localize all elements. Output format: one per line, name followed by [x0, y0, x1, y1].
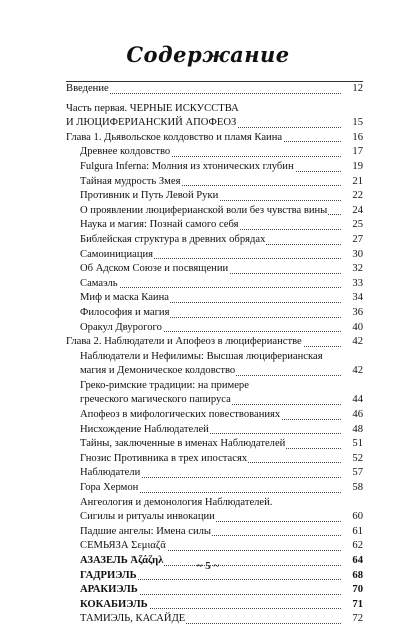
toc-entry-page: 42 — [352, 336, 363, 348]
table-of-contents — [66, 82, 363, 627]
toc-entry — [66, 350, 363, 365]
toc-entry — [66, 437, 363, 452]
toc-entry-title: Часть первая. ЧЕРНЫЕ ИСКУССТВА — [66, 102, 239, 114]
toc-entry-title: Введение — [66, 83, 109, 94]
toc-entry-title: Гора Хермон — [80, 482, 139, 494]
toc-entry — [66, 291, 363, 306]
toc-entry-title: АЗАЗЕЛЬ Ἀζάζηλ — [80, 555, 164, 566]
toc-entry-page: 42 — [352, 365, 363, 377]
toc-entry-page: 19 — [352, 160, 363, 172]
toc-entry-page: 32 — [352, 263, 363, 275]
toc-entry-title: Наблюдатели — [80, 467, 141, 479]
toc-entry — [66, 379, 363, 394]
toc-entry — [66, 277, 363, 292]
toc-entry — [66, 145, 363, 160]
toc-entry-title: Философия и магия — [80, 306, 170, 318]
toc-entry — [66, 364, 363, 379]
toc-entry-title: Ангеология и демонология Наблюдателей. — [80, 496, 273, 508]
toc-entry — [66, 510, 363, 525]
toc-entry-page: 68 — [352, 569, 363, 581]
toc-entry — [66, 583, 363, 598]
toc-entry-title: Глава 2. Наблюдатели и Апофеоз в люциферианстве — [66, 336, 302, 348]
toc-entry-title: Глава 1. Дьявольское колдовство и пламя Каина — [66, 131, 283, 143]
toc-entry — [66, 204, 363, 219]
toc-entry-title: Библейская структура в древних обрядах — [80, 233, 266, 245]
toc-entry-title: Миф и маска Каина — [80, 292, 169, 304]
toc-entry — [66, 612, 363, 627]
toc-entry-page: 25 — [352, 219, 363, 231]
toc-entry-title: Сигилы и ритуалы инвокации — [80, 511, 215, 523]
toc-entry-page: 58 — [352, 482, 363, 494]
toc-entry-page: 64 — [352, 555, 363, 566]
toc-entry-title: Самоинициация — [80, 248, 154, 260]
toc-entry — [66, 131, 363, 146]
toc-entry-page: 60 — [352, 511, 363, 523]
toc-entry — [66, 466, 363, 481]
toc-entry-title: Греко-римские традиции: на примере — [80, 379, 249, 391]
toc-entry-title: Об Адском Союзе и посвящении — [80, 263, 229, 275]
toc-entry-page: 51 — [352, 438, 363, 450]
toc-entry — [66, 423, 363, 438]
toc-entry-title: Самаэль — [80, 277, 118, 289]
contents-title: Содержание — [126, 42, 290, 67]
toc-entry — [66, 539, 363, 554]
toc-entry — [66, 496, 363, 511]
toc-entry-title: Апофеоз в мифологических повествованиях — [80, 409, 281, 421]
toc-entry-page: 15 — [352, 117, 363, 129]
toc-entry — [66, 82, 363, 97]
toc-entry-page: 16 — [352, 131, 363, 143]
toc-entry-title: Падшие ангелы: Имена силы — [80, 525, 212, 537]
toc-entry-page: 61 — [352, 525, 363, 537]
toc-entry-page: 21 — [352, 175, 363, 187]
toc-entry-page: 57 — [352, 467, 363, 479]
toc-entry-title: Противник и Путь Левой Руки — [80, 190, 219, 202]
toc-entry-page: 52 — [352, 452, 363, 464]
toc-entry — [66, 525, 363, 540]
toc-entry-page: 30 — [352, 248, 363, 260]
toc-entry-title: ГАДРИЭЛЬ — [80, 569, 137, 581]
toc-entry — [66, 306, 363, 321]
page-number: ~ 5 ~ — [196, 560, 220, 572]
toc-entry-title: АРАКИЭЛЬ — [80, 584, 138, 596]
toc-entry — [66, 408, 363, 423]
toc-entry-page: 22 — [352, 190, 363, 202]
toc-entry-page: 27 — [352, 233, 363, 245]
toc-entry-title: греческого магического папируса — [80, 394, 231, 406]
toc-entry-title: ТАМИЭЛЬ, КАСАЙДЕ — [80, 613, 186, 625]
toc-entry-title: КОКАБИЭЛЬ — [80, 598, 148, 610]
toc-entry-page: 44 — [352, 394, 363, 406]
toc-entry-title: Древнее колдовство — [80, 146, 171, 158]
toc-entry-title: Нисхождение Наблюдателей — [80, 423, 209, 435]
toc-entry-page: 62 — [352, 540, 363, 552]
toc-entry-page: 24 — [352, 204, 363, 216]
toc-entry-page: 34 — [352, 292, 363, 304]
toc-entry — [66, 452, 363, 467]
toc-entry-title: Тайны, заключенные в именах Наблюдателей — [80, 438, 286, 450]
toc-entry — [66, 598, 363, 613]
toc-entry — [66, 189, 363, 204]
toc-entry-page: 33 — [352, 277, 363, 289]
toc-entry-title: О проявлении люциферианской воли без чувства вины — [80, 204, 328, 216]
toc-entry — [66, 233, 363, 248]
toc-entry-title: Наблюдатели и Нефилимы: Высшая люциферианская — [80, 350, 323, 362]
toc-entry-title: Оракул Двурогого — [80, 321, 162, 333]
toc-entry — [66, 102, 363, 117]
toc-entry-page: 48 — [352, 423, 363, 435]
toc-entry — [66, 248, 363, 263]
toc-entry — [66, 481, 363, 496]
toc-entry-title: Наука и магия: Познай самого себя — [80, 219, 239, 231]
toc-entry — [66, 175, 363, 190]
toc-entry — [66, 335, 363, 350]
toc-entry — [66, 116, 363, 131]
toc-entry-title: Тайная мудрость Змея — [80, 175, 181, 187]
toc-entry-title: И ЛЮЦИФЕРИАНСКИЙ АПОФЕОЗ — [66, 117, 237, 129]
toc-entry-page: 70 — [352, 584, 363, 596]
toc-entry — [66, 218, 363, 233]
toc-entry — [66, 393, 363, 408]
toc-entry-page: 46 — [352, 409, 363, 421]
toc-entry-page: 12 — [352, 83, 363, 94]
toc-entry-page: 72 — [352, 613, 363, 625]
toc-entry-page: 17 — [352, 146, 363, 158]
toc-entry-page: 71 — [352, 598, 363, 610]
toc-entry-title: Гнозис Противника в трех ипостасях — [80, 452, 248, 464]
toc-entry-title: магия и Демоническое колдовство — [80, 365, 236, 377]
toc-entry-title: Fulgura Inferna: Молния из хтонических глубин — [80, 160, 294, 172]
toc-entry — [66, 262, 363, 277]
toc-entry-page: 40 — [352, 321, 363, 333]
toc-entry-title: СЕМЬЯЗА Σεμιαζᾶ — [80, 540, 166, 552]
toc-entry — [66, 321, 363, 336]
toc-entry — [66, 160, 363, 175]
toc-entry-page: 36 — [352, 306, 363, 318]
